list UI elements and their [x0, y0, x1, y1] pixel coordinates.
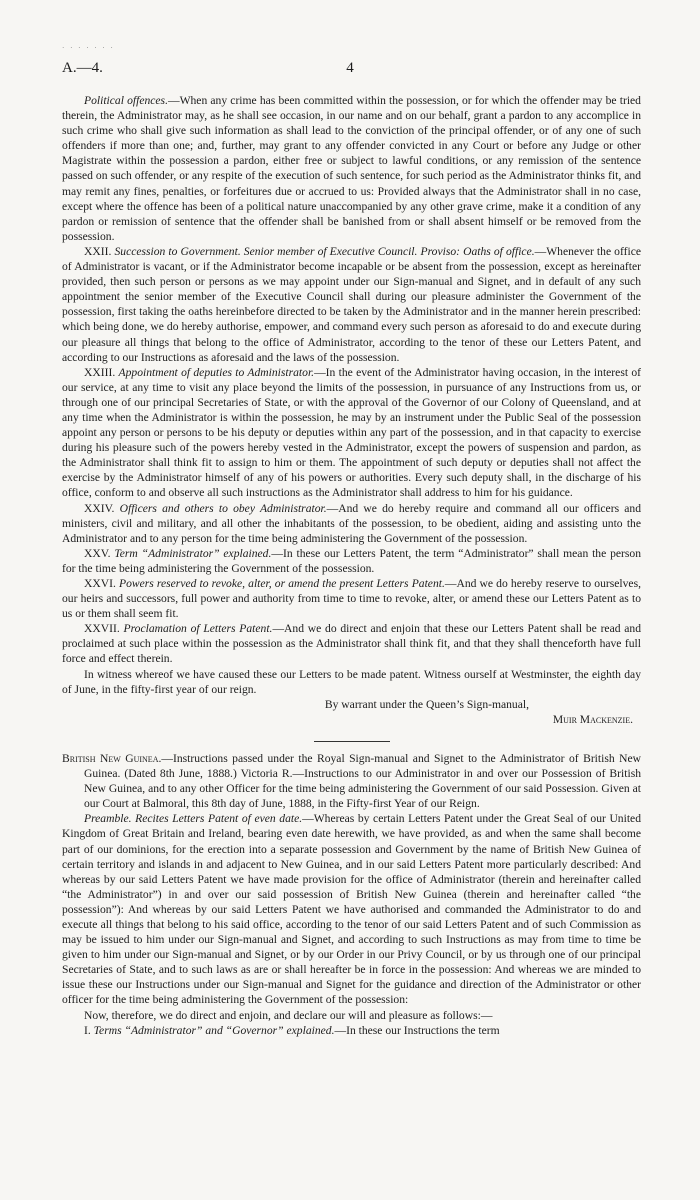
signature-line: By warrant under the Queen’s Sign-manual, — [324, 697, 529, 711]
paragraph-xxiv — [62, 501, 641, 546]
paragraph-text: —And we do hereby reserve to ourselves, our heirs and successors, full power and authority from time to time to revoke, alter, or amend these our Letters Patent as to us or them shall seem fit. — [62, 577, 641, 621]
paragraph-preamble — [62, 811, 641, 1007]
paragraph-text: —In these our Letters Patent, the term “Administrator” shall mean the person for the time being administering the Government of the possession. — [62, 546, 641, 575]
paragraph-xxiii — [62, 365, 641, 501]
paragraph-xxii — [62, 244, 641, 365]
section-heading-text: —Instructions passed under the Royal Sign-manual and Signet to the Administrator of British New Guinea. (Dated 8th June, 1888.) Victoria R.—Instructions to our Administrator in and over our Possession of British New Guinea, and to any other Officer for the time being administering the Government of our said Possession. Given at our Court at Balmoral, this 8th day of June, 1888, in the Fifty-first Year of our Reign. — [84, 751, 641, 811]
paragraph-number: XXVI. — [84, 577, 116, 590]
paragraph-text: —In the event of the Administrator having occasion, in the interest of our service, at any time to visit any place beyond the limits of the possession, in pursuance of any Instructions from us, or through one of our principal Secretaries of State, or with the approval of the Governor of our Colony of Queensland, and at any time when the Administrator is within the possession, he may by an instrument under the Public Seal of the possession appoint any person or persons to be his deputy or deputies within any part of the possession, and in that capacity to exercise during his pleasure such of the powers hereby vested in the Administrator, except the powers of suspension and pardon, as the Administrator shall think fit to assign to him or them. The appointment of such deputy or deputies shall not affect the exercise by the Administrator himself of any of his powers or authorities. Every such deputy shall, in the discharge of his office, conform to and observe all such instructions as the Administrator shall address to him for his guidance. — [62, 365, 641, 500]
paragraph-number: XXV. — [84, 546, 111, 560]
document-reference: A.—4. — [62, 60, 103, 76]
page-header — [62, 60, 638, 80]
paragraph-number: XXIII. — [84, 365, 116, 379]
paragraph-title: Powers reserved to revoke, alter, or amend the present Letters Patent. — [119, 577, 445, 590]
paragraph-xxvi — [62, 576, 641, 621]
paragraph-clause-i — [62, 1023, 641, 1038]
paragraph-witness: In witness whereof we have caused these our Letters to be made patent. Witness ourself at Westminster, the eighth day of June, in the fifty-first year of our reign. — [62, 667, 641, 696]
page-number: 4 — [346, 60, 354, 76]
paragraph-text: —Whereas by certain Letters Patent under the Great Seal of our United Kingdom of Great Britain and Ireland, bearing even date herewith, we have provided, as and when the same shall become part of our dominions, for the erection into a separate possession and Government by the name of British New Guinea of certain territory and islands in and adjacent to New Guinea, and in our said Letters Patent more particularly described: And whereas by our said Letters Patent we have made provision for the office of Administrator (therein and hereinafter called “the Administrator”) in and over our said possession of British New Guinea (therein and hereinafter called “the possession”): And whereas by our said Letters Patent we have authorised and commanded the Administrator to do and execute all things that belong to his said office, according to the tenor of our said Letters Patent and of such Commission as may be issued to him under our Sign-manual and Signet, and according to such Instructions as may from time to time be given to him under our Sign-manual and Signet, or by our Order in our Privy Council, or by us through one of our principal Secretaries of State, and to such laws as are or shall hereafter be in force in the possession: And whereas we are minded to issue these our Instructions under our Sign-manual and Signet for the guidance and direction of the Administrator or other officer for the time being administering the Government of the possession: — [62, 812, 641, 1007]
section-heading — [62, 751, 641, 811]
paragraph-text: —When any crime has been committed within the possession, or for which the offender may be tried therein, the Administrator may, as he shall see occasion, in our name and on our behalf, grant a pardon to any accomplice in such crime who shall give such information as shall lead to the conviction of the principal offender, or of any one of such offenders if more than one; and, further, may grant to any offender convicted in any Court or before any Judge or other Magistrate within the possession a pardon, either free or subject to lawful conditions, or any remission of the sentence passed on such offender, or any respite of the execution of such sentence, for such period as the Administrator thinks fit, and may remit any fines, penalties, or forfeitures due or accrued to us: Provided always that the Administrator shall in no case, except where the offence has been of a political nature unaccompanied by any other grave crime, make it a condition of any pardon or remission of sentence that the offender shall be banished from or shall absent himself or be removed from the possession. — [62, 94, 641, 243]
paragraph-title: Officers and others to obey Administrator. — [119, 501, 327, 515]
paragraph-text: —And we do hereby require and command all our officers and ministers, civil and military, and all other the inhabitants of the possession, to be obedient, aiding and assisting unto the Administrator and to any person for the time being administering the Government of the possession. — [62, 501, 642, 545]
paragraph-title: Appointment of deputies to Administrator. — [118, 365, 315, 379]
paragraph-text: —Whenever the office of Administrator is vacant, or if the Administrator become incapable or be absent from the possession, except as hereinafter provided, then such person or persons as we may appoint under our Sign-manual and Signet, and in default of any such appointment the senior member of the Executive Council shall during our pleasure administer the Government of the possession, first taking the oaths hereinbefore directed to be taken by the Administrator and in the manner herein prescribed: which being done, we do hereby authorise, empower, and command every such person as aforesaid to do and execute during our pleasure all things that belong to the office of Administrator, according to the tenor of these our Letters Patent, and according to our Instructions as aforesaid and the laws of the possession. — [62, 244, 641, 364]
paragraph-now-therefore: Now, therefore, we do direct and enjoin, and declare our will and pleasure as follows:— — [84, 1008, 493, 1022]
paragraph-number: I. — [84, 1023, 91, 1037]
paragraph-text: —In these our Instructions the term — [334, 1023, 500, 1037]
paragraph-text: —And we do direct and enjoin that these our Letters Patent shall be read and proclaimed at such place within the possession as the Administrator shall think fit, and that they shall thenceforth have full force and effect therein. — [62, 622, 641, 666]
paragraph-title: Preamble. Recites Letters Patent of even date. — [84, 812, 303, 826]
paragraph-title: Succession to Government. Senior member of Executive Council. Proviso: Oaths of office. — [114, 244, 535, 258]
signature-name: Muir Mackenzie. — [552, 712, 633, 726]
page-smudge: · · · · · · · — [62, 44, 115, 52]
paragraph-xxvii — [62, 621, 641, 666]
paragraph-title: Proclamation of Letters Patent. — [123, 622, 273, 636]
section-divider — [314, 741, 390, 742]
paragraph-number: XXIV. — [84, 501, 115, 515]
paragraph-title: Term “Administrator” explained. — [114, 546, 272, 560]
paragraph-number: XXVII. — [84, 622, 120, 636]
section-heading-title: British New Guinea. — [62, 751, 162, 765]
paragraph-title: Political offences. — [84, 94, 168, 107]
paragraph-xxv — [62, 546, 641, 576]
paragraph-number: XXII. — [84, 244, 112, 258]
document-body — [62, 93, 641, 1038]
paragraph-political-offences — [62, 93, 641, 244]
paragraph-title: Terms “Administrator” and “Governor” explained. — [93, 1023, 335, 1037]
